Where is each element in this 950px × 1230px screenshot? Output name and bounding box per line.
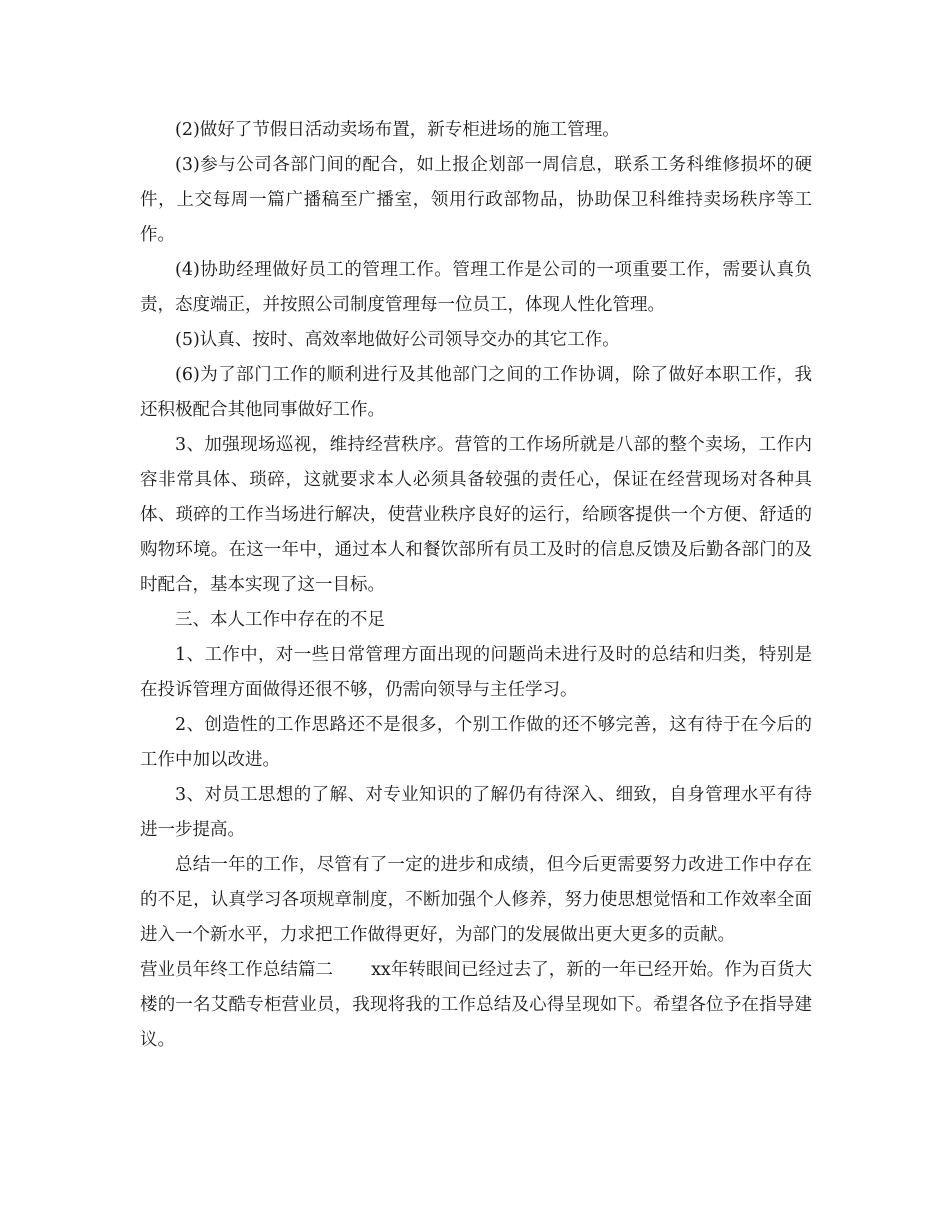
paragraph: 总结一年的工作，尽管有了一定的进步和成绩，但今后更需要努力改进工作中存在的不足，认真学习各项规章制度，不断加强个人修养，努力使思想觉悟和工作效率全面进入一个新水平，力求把工作做得更好，为部门的发展做出更大更多的贡献。	[140, 855, 812, 945]
paragraph: (5)认真、按时、高效率地做好公司领导交办的其它工作。	[175, 330, 620, 350]
paragraph: (4)协助经理做好员工的管理工作。管理工作是公司的一项重要工作，需要认真负责，态度端正，并按照公司制度管理每一位员工，体现人性化管理。	[140, 260, 812, 315]
section-two-paragraph	[140, 953, 812, 1058]
paragraph: (3)参与公司各部门间的配合，如上报企划部一周信息，联系工务科维修损坏的硬件，上交每周一篇广播稿至广播室，领用行政部物品，协助保卫科维持卖场秩序等工作。	[140, 155, 812, 245]
section-heading: 三、本人工作中存在的不足	[175, 610, 385, 630]
paragraph: 1、工作中，对一些日常管理方面出现的问题尚未进行及时的总结和归类，特别是在投诉管理方面做得还很不够，仍需向领导与主任学习。	[140, 645, 812, 700]
paragraph: (6)为了部门工作的顺利进行及其他部门之间的工作协调，除了做好本职工作，我还积极配合其他同事做好工作。	[140, 365, 812, 420]
paragraph: 2、创造性的工作思路还不是很多，个别工作做的还不够完善，这有待于在今后的工作中加以改进。	[140, 715, 812, 770]
paragraph: (2)做好了节假日活动卖场布置，新专柜进场的施工管理。	[175, 120, 620, 140]
section-two-heading: 营业员年终工作总结篇二	[140, 960, 334, 980]
paragraph: 3、加强现场巡视，维持经营秩序。营管的工作场所就是八部的整个卖场，工作内容非常具体、琐碎，这就要求本人必须具备较强的责任心，保证在经营现场对各种具体、琐碎的工作当场进行解决，使营业秩序良好的运行，给顾客提供一个方便、舒适的购物环境。在这一年中，通过本人和餐饮部所有员工及时的信息反馈及后勤各部门的及时配合，基本实现了这一目标。	[140, 435, 812, 595]
paragraph: 3、对员工思想的了解、对专业知识的了解仍有待深入、细致，自身管理水平有待进一步提高。	[140, 785, 812, 840]
section-two-intro: xx年转眼间已经过去了，新的一年已经开始。作为百货大楼的一名艾酷专柜营业员，我现将我的工作总结及心得呈现如下。希望各位予在指导建议。	[140, 960, 812, 1050]
document-body	[140, 113, 812, 1058]
